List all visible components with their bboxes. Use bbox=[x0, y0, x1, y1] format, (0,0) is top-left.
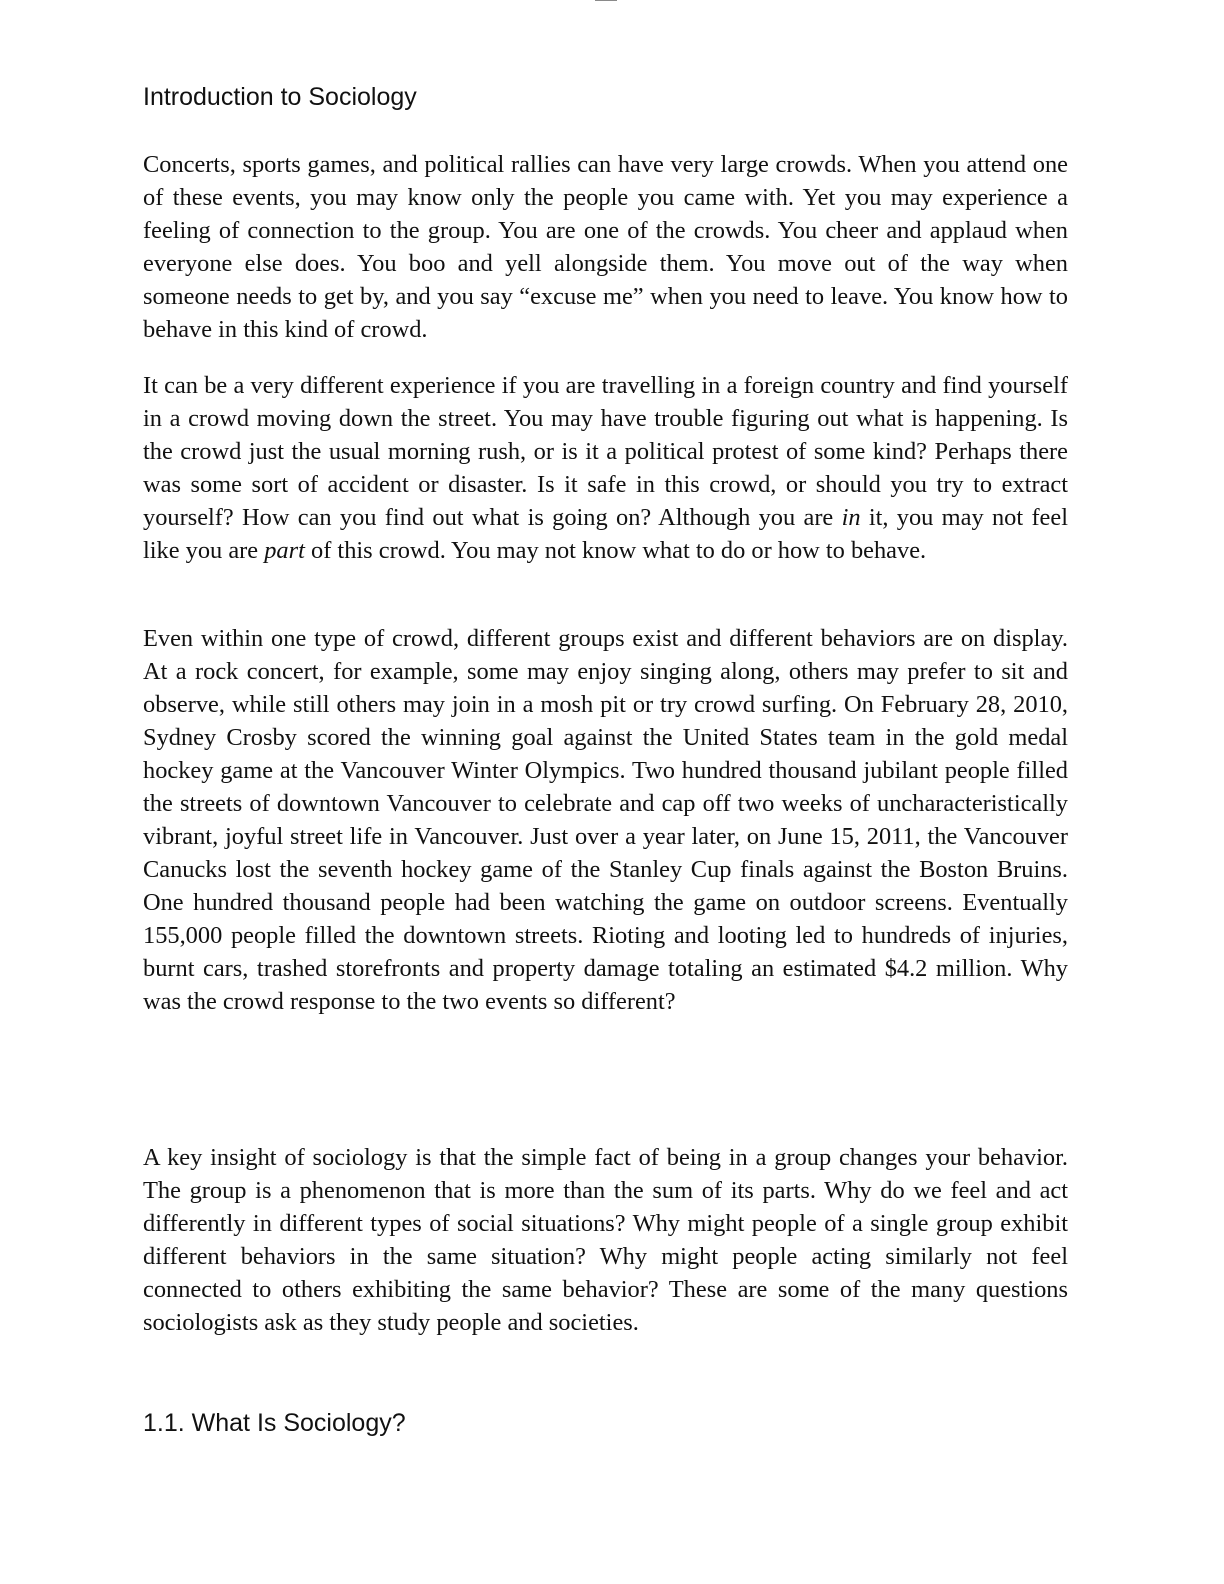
page-title: Introduction to Sociology bbox=[143, 83, 417, 111]
emphasis-in: in bbox=[841, 504, 861, 531]
paragraph-vancouver: Even within one type of crowd, different groups exist and different behaviors are on display. At a rock concert, for example, some may enjoy singing along, others may prefer to sit and observe, while still others may join in a mosh pit or try crowd surfing. On February 28, 2010, Sydney Crosby scored the winning goal against the United States team in the gold medal hockey game at the Vancouver Winter Olympics. Two hundred thousand jubilant people filled the streets of downtown Vancouver to celebrate and cap off two weeks of uncharacteristically vibrant, joyful street life in Vancouver. Just over a year later, on June 15, 2011, the Vancouver Canucks lost the seventh hockey game of the Stanley Cup finals against the Boston Bruins. One hundred thousand people had been watching the game on outdoor screens. Eventually 155,000 people filled the downtown streets. Rioting and looting led to hundreds of injuries, burnt cars, trashed storefronts and property damage totaling an estimated $4.2 million. Why was the crowd response to the two events so different? bbox=[143, 625, 1068, 1015]
paragraph-foreign-crowd bbox=[143, 369, 1068, 567]
paragraph-key-insight: A key insight of sociology is that the simple fact of being in a group changes your behavior. The group is a phenomenon that is more than the sum of its parts. Why do we feel and act differently in different types of social situations? Why might people of a single group exhibit different behaviors in the same situation? Why might people acting similarly not feel connected to others exhibiting the same behavior? These are some of the many questions sociologists ask as they study people and societies. bbox=[143, 1144, 1068, 1336]
emphasis-part: part bbox=[264, 537, 305, 564]
paragraph-text: It can be a very different experience if you are travelling in a foreign country and find yourself in a crowd moving down the street. You may have trouble figuring out what is happening. Is the crowd just the usual morning rush, or is it a political protest of some kind? Perhaps there was some sort of accident or disaster. Is it safe in this crowd, or should you try to extract yourself? How can you find out what is going on? Although you are bbox=[143, 372, 1068, 531]
header-mark bbox=[595, 0, 617, 1]
paragraph-text: of this crowd. You may not know what to do or how to behave. bbox=[304, 537, 927, 564]
paragraph-crowds: Concerts, sports games, and political rallies can have very large crowds. When you attend one of these events, you may know only the people you came with. Yet you may experience a feeling of connection to the group. You are one of the crowds. You cheer and applaud when everyone else does. You boo and yell alongside them. You move out of the way when someone needs to get by, and you say “excuse me” when you need to leave. You know how to behave in this kind of crowd. bbox=[143, 151, 1068, 343]
document-page bbox=[143, 0, 1068, 1584]
paragraph-text: it, you may not feel like you are bbox=[143, 504, 1068, 564]
section-heading: 1.1. What Is Sociology? bbox=[143, 1409, 406, 1437]
